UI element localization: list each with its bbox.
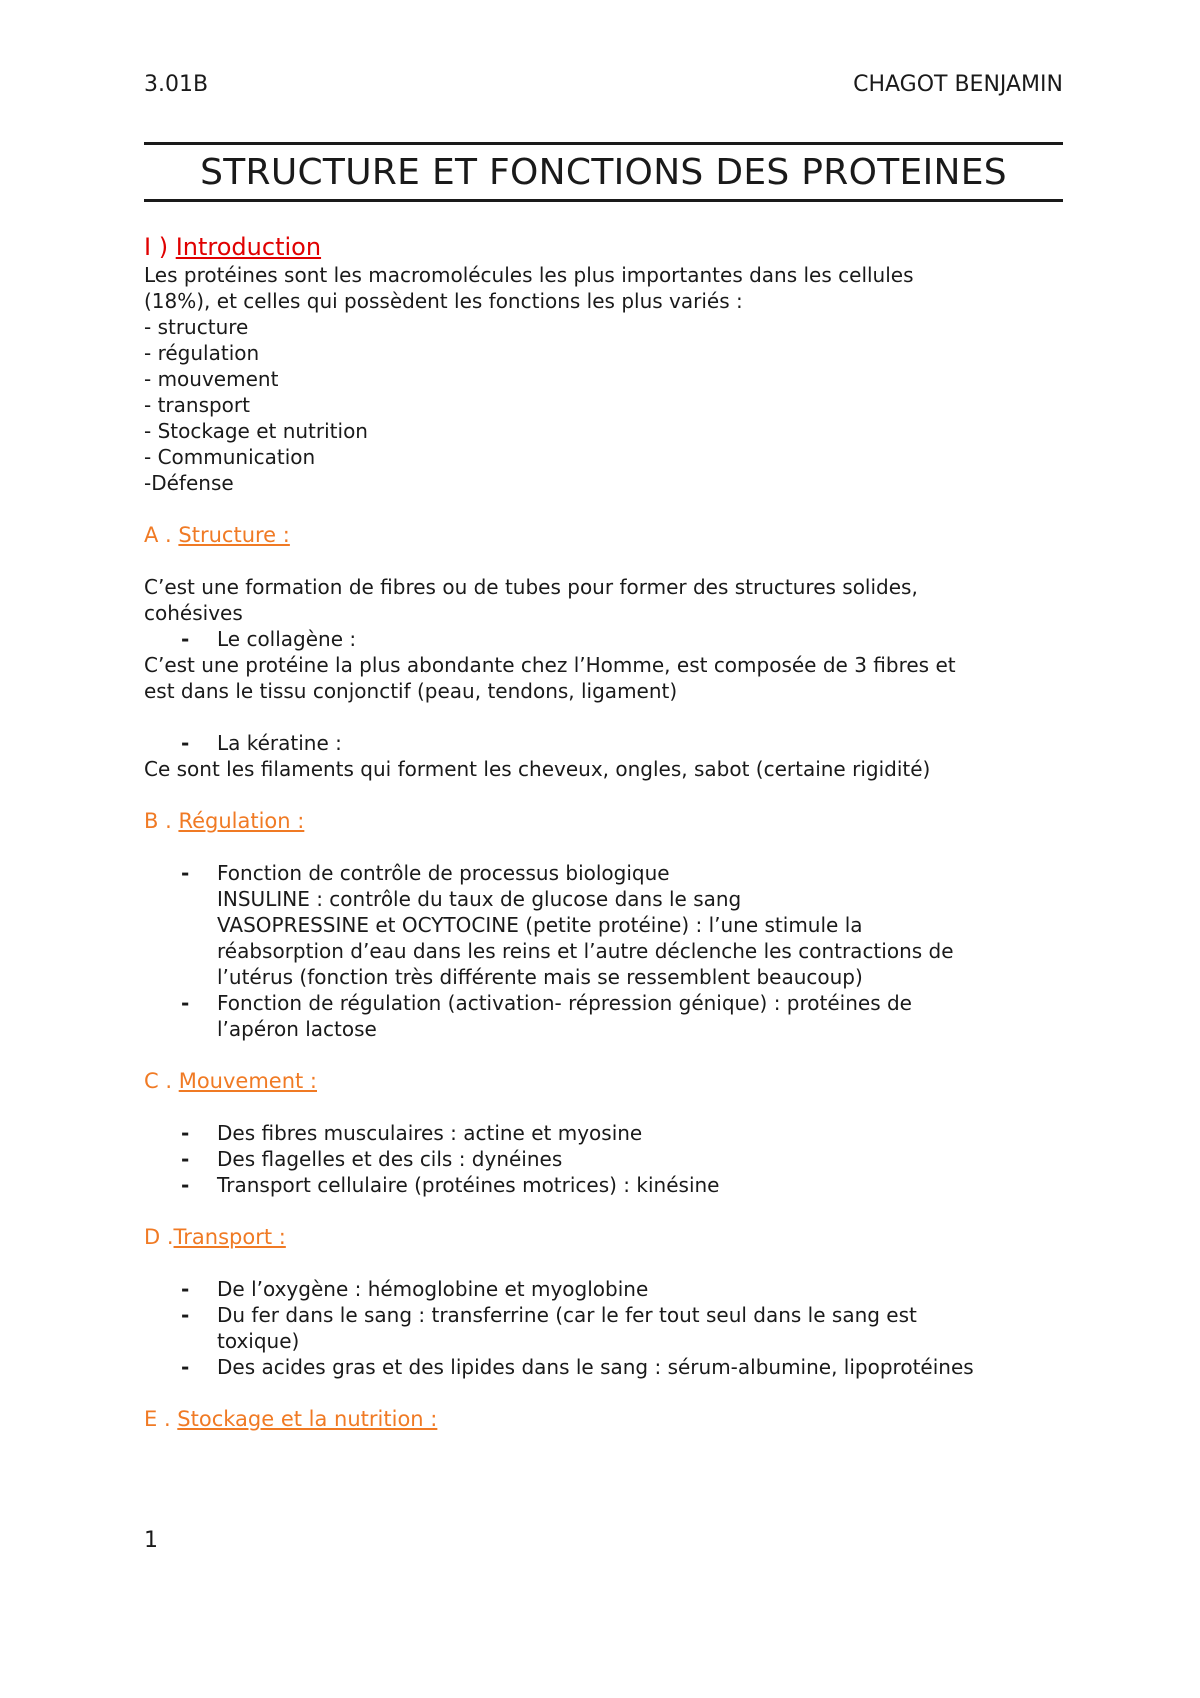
bullet-marker: - bbox=[181, 991, 190, 1015]
bullet-list bbox=[144, 626, 1074, 652]
list-item bbox=[144, 1302, 1074, 1354]
list-item-text: Transport cellulaire (protéines motrices) : kinésine bbox=[217, 1173, 720, 1197]
list-item-text: Fonction de régulation (activation- répression génique) : protéines de bbox=[217, 991, 912, 1015]
list-item bbox=[144, 1120, 1074, 1146]
bullet-marker: - bbox=[181, 1303, 190, 1327]
paragraph-line: C’est une formation de fibres ou de tubes pour former des structures solides, bbox=[144, 575, 918, 599]
subsection-prefix: D . bbox=[144, 1225, 174, 1249]
list-item bbox=[144, 860, 1074, 990]
header-course-code: 3.01B bbox=[144, 72, 209, 97]
list-item-text: toxique) bbox=[217, 1329, 300, 1353]
subsection-heading-transport bbox=[144, 1224, 1074, 1250]
list-item bbox=[144, 730, 1074, 756]
list-item bbox=[144, 1146, 1074, 1172]
bullet-list bbox=[144, 860, 1074, 1042]
list-item-text: Des acides gras et des lipides dans le sang : sérum-albumine, lipoprotéines bbox=[217, 1355, 974, 1379]
bullet-list bbox=[144, 1276, 1074, 1380]
paragraph-line: Ce sont les filaments qui forment les cheveux, ongles, sabot (certaine rigidité) bbox=[144, 757, 931, 781]
list-item bbox=[144, 1276, 1074, 1302]
bullet-marker: - bbox=[181, 1147, 190, 1171]
paragraph-line: cohésives bbox=[144, 601, 243, 625]
list-item-text: INSULINE : contrôle du taux de glucose dans le sang bbox=[217, 887, 742, 911]
bullet-list bbox=[144, 1120, 1074, 1198]
bullet-marker: - bbox=[181, 861, 190, 885]
page-title: STRUCTURE ET FONCTIONS DES PROTEINES bbox=[144, 142, 1063, 202]
list-item: - mouvement bbox=[144, 367, 279, 391]
document-body bbox=[144, 232, 1074, 1432]
list-item-text: Du fer dans le sang : transferrine (car le fer tout seul dans le sang est bbox=[217, 1303, 917, 1327]
list-item-text: De l’oxygène : hémoglobine et myoglobine bbox=[217, 1277, 649, 1301]
subsection-heading-mouvement bbox=[144, 1068, 1074, 1094]
section-title: Introduction bbox=[175, 233, 322, 261]
list-item-text: Fonction de contrôle de processus biologique bbox=[217, 861, 670, 885]
subsection-heading-structure bbox=[144, 522, 1074, 548]
subsection-title: Transport : bbox=[173, 1225, 286, 1249]
list-item: - Communication bbox=[144, 445, 316, 469]
list-item: - transport bbox=[144, 393, 250, 417]
subsection-prefix: A . bbox=[144, 523, 179, 547]
list-item-text: Des flagelles et des cils : dynéines bbox=[217, 1147, 563, 1171]
bullet-marker: - bbox=[181, 731, 190, 755]
list-item-text: Le collagène : bbox=[217, 627, 357, 651]
list-item bbox=[144, 1354, 1074, 1380]
section-number: I ) bbox=[144, 233, 176, 261]
subsection-title: Structure : bbox=[178, 523, 290, 547]
bullet-marker: - bbox=[181, 1121, 190, 1145]
subsection-prefix: E . bbox=[144, 1407, 178, 1431]
bullet-marker: - bbox=[181, 1355, 190, 1379]
paragraph-line: C’est une protéine la plus abondante chez l’Homme, est composée de 3 fibres et bbox=[144, 653, 956, 677]
subsection-prefix: C . bbox=[144, 1069, 179, 1093]
header-author: CHAGOT BENJAMIN bbox=[853, 72, 1063, 97]
list-item-text: VASOPRESSINE et OCYTOCINE (petite protéine) : l’une stimule la bbox=[217, 913, 863, 937]
bullet-list bbox=[144, 730, 1074, 756]
list-item-text: l’utérus (fonction très différente mais se ressemblent beaucoup) bbox=[217, 965, 863, 989]
section-heading-introduction bbox=[144, 232, 1074, 262]
paragraph-line: Les protéines sont les macromolécules les plus importantes dans les cellules bbox=[144, 263, 914, 287]
subsection-title: Régulation : bbox=[178, 809, 305, 833]
page-number: 1 bbox=[144, 1528, 158, 1553]
bullet-marker: - bbox=[181, 1277, 190, 1301]
subsection-heading-stockage bbox=[144, 1406, 1074, 1432]
list-item: - Stockage et nutrition bbox=[144, 419, 368, 443]
list-item: -Défense bbox=[144, 471, 234, 495]
list-item bbox=[144, 1172, 1074, 1198]
paragraph-line: (18%), et celles qui possèdent les fonctions les plus variés : bbox=[144, 289, 743, 313]
subsection-title: Stockage et la nutrition : bbox=[177, 1407, 438, 1431]
subsection-title: Mouvement : bbox=[178, 1069, 317, 1093]
bullet-marker: - bbox=[181, 1173, 190, 1197]
list-item-text: l’apéron lactose bbox=[217, 1017, 377, 1041]
list-item bbox=[144, 626, 1074, 652]
list-item-text: Des fibres musculaires : actine et myosine bbox=[217, 1121, 643, 1145]
list-item: - structure bbox=[144, 315, 249, 339]
list-item bbox=[144, 990, 1074, 1042]
paragraph-line: est dans le tissu conjonctif (peau, tendons, ligament) bbox=[144, 679, 678, 703]
list-item-text: La kératine : bbox=[217, 731, 342, 755]
bullet-marker: - bbox=[181, 627, 190, 651]
subsection-heading-regulation bbox=[144, 808, 1074, 834]
list-item-text: réabsorption d’eau dans les reins et l’autre déclenche les contractions de bbox=[217, 939, 954, 963]
list-item: - régulation bbox=[144, 341, 260, 365]
subsection-prefix: B . bbox=[144, 809, 179, 833]
